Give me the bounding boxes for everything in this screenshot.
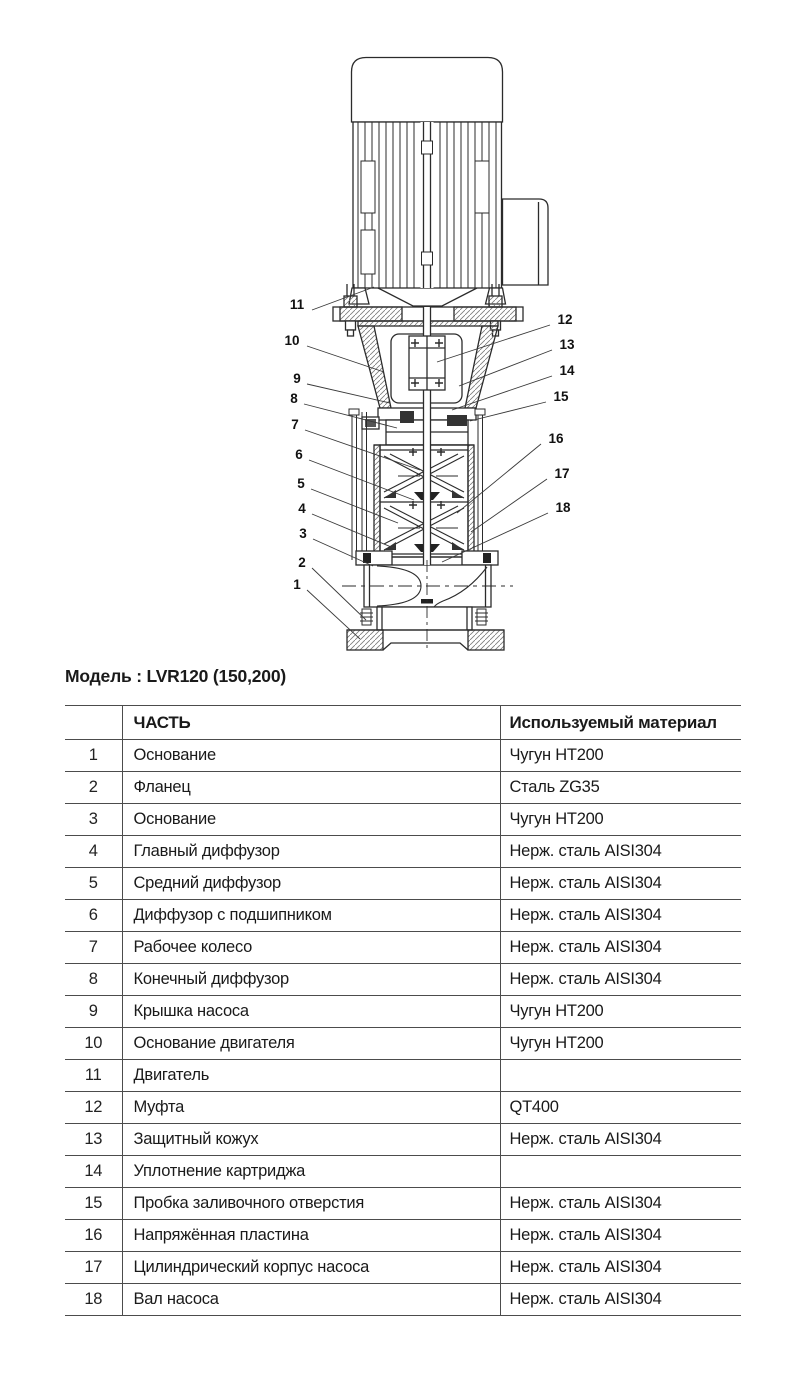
row-part: Цилиндрический корпус насоса <box>122 1252 500 1284</box>
row-part: Пробка заливочного отверстия <box>122 1188 500 1220</box>
base-foot-left <box>347 630 383 650</box>
callout-8: 8 <box>290 391 298 406</box>
row-num: 13 <box>65 1124 122 1156</box>
row-material: Чугун HT200 <box>500 996 741 1028</box>
table-header-row <box>65 706 741 740</box>
row-part: Конечный диффузор <box>122 964 500 996</box>
table-row <box>65 1188 741 1220</box>
table-row <box>65 1028 741 1060</box>
row-material: Нерж. сталь AISI304 <box>500 836 741 868</box>
row-material: Сталь ZG35 <box>500 772 741 804</box>
row-part: Основание <box>122 804 500 836</box>
callout-1: 1 <box>293 577 301 592</box>
pump-head <box>362 408 476 445</box>
base-bolt-left <box>360 609 373 625</box>
row-num: 9 <box>65 996 122 1028</box>
row-num: 12 <box>65 1092 122 1124</box>
row-part: Диффузор с подшипником <box>122 900 500 932</box>
row-num: 18 <box>65 1284 122 1316</box>
table-row <box>65 1060 741 1092</box>
table-row <box>65 964 741 996</box>
table-row <box>65 1124 741 1156</box>
row-material: Нерж. сталь AISI304 <box>500 1124 741 1156</box>
parts-table-body <box>65 740 741 1316</box>
row-material: Нерж. сталь AISI304 <box>500 900 741 932</box>
row-num: 3 <box>65 804 122 836</box>
row-material <box>500 1060 741 1092</box>
row-material: Нерж. сталь AISI304 <box>500 1188 741 1220</box>
callout-10: 10 <box>284 333 300 348</box>
callout-5: 5 <box>297 476 305 491</box>
row-material: Нерж. сталь AISI304 <box>500 964 741 996</box>
table-row <box>65 1092 741 1124</box>
row-material: Нерж. сталь AISI304 <box>500 1252 741 1284</box>
row-num: 2 <box>65 772 122 804</box>
row-num: 6 <box>65 900 122 932</box>
table-row <box>65 900 741 932</box>
callout-12: 12 <box>557 312 573 327</box>
row-material: Чугун HT200 <box>500 740 741 772</box>
col-material-header: Используемый материал <box>500 706 741 740</box>
model-title: Модель : LVR120 (150,200) <box>65 666 286 686</box>
row-num: 4 <box>65 836 122 868</box>
callout-18: 18 <box>555 500 571 515</box>
row-part: Средний диффузор <box>122 868 500 900</box>
table-row <box>65 1252 741 1284</box>
row-material: QT400 <box>500 1092 741 1124</box>
callout-11: 11 <box>289 297 305 312</box>
callout-2: 2 <box>298 555 306 570</box>
callout-4: 4 <box>298 501 306 516</box>
callout-9: 9 <box>293 371 301 386</box>
pump-cross-section-diagram <box>0 0 798 662</box>
col-part-header: ЧАСТЬ <box>122 706 500 740</box>
callout-17: 17 <box>554 466 570 481</box>
table-row <box>65 996 741 1028</box>
row-part: Двигатель <box>122 1060 500 1092</box>
row-part: Крышка насоса <box>122 996 500 1028</box>
seal-gland <box>400 411 414 423</box>
row-num: 14 <box>65 1156 122 1188</box>
row-part: Муфта <box>122 1092 500 1124</box>
leader-line-14 <box>452 376 552 410</box>
pump-diagram-svg <box>0 0 798 662</box>
row-material: Чугун HT200 <box>500 804 741 836</box>
table-row <box>65 804 741 836</box>
row-material: Нерж. сталь AISI304 <box>500 868 741 900</box>
callout-16: 16 <box>548 431 564 446</box>
row-material <box>500 1156 741 1188</box>
leader-line-1 <box>307 590 360 639</box>
table-row <box>65 740 741 772</box>
parts-table <box>65 705 741 1316</box>
callout-13: 13 <box>559 337 575 352</box>
row-part: Основание <box>122 740 500 772</box>
table-row <box>65 1220 741 1252</box>
callout-3: 3 <box>299 526 307 541</box>
base-bolt-right <box>475 609 488 625</box>
row-material: Нерж. сталь AISI304 <box>500 1284 741 1316</box>
motor <box>352 58 549 289</box>
row-num: 17 <box>65 1252 122 1284</box>
callout-6: 6 <box>295 447 303 462</box>
motor-cap <box>352 58 503 123</box>
row-part: Напряжённая пластина <box>122 1220 500 1252</box>
table-row <box>65 772 741 804</box>
table-row <box>65 868 741 900</box>
pump-base <box>347 607 504 650</box>
row-part: Рабочее колесо <box>122 932 500 964</box>
row-part: Основание двигателя <box>122 1028 500 1060</box>
fill-plug <box>447 415 467 426</box>
base-foot-right <box>468 630 504 650</box>
row-num: 15 <box>65 1188 122 1220</box>
row-material: Нерж. сталь AISI304 <box>500 932 741 964</box>
row-part: Защитный кожух <box>122 1124 500 1156</box>
row-part: Главный диффузор <box>122 836 500 868</box>
row-num: 11 <box>65 1060 122 1092</box>
row-material: Чугун HT200 <box>500 1028 741 1060</box>
row-num: 16 <box>65 1220 122 1252</box>
row-num: 7 <box>65 932 122 964</box>
row-part: Фланец <box>122 772 500 804</box>
callout-7: 7 <box>291 417 299 432</box>
row-num: 10 <box>65 1028 122 1060</box>
row-part: Уплотнение картриджа <box>122 1156 500 1188</box>
row-num: 8 <box>65 964 122 996</box>
junction-box <box>503 199 549 285</box>
row-part: Вал насоса <box>122 1284 500 1316</box>
table-row <box>65 836 741 868</box>
row-num: 5 <box>65 868 122 900</box>
motor-end-bell <box>349 288 506 306</box>
leader-line-2 <box>312 568 366 620</box>
row-material: Нерж. сталь AISI304 <box>500 1220 741 1252</box>
coupling <box>409 336 445 390</box>
table-row <box>65 1284 741 1316</box>
col-num-header <box>65 706 122 740</box>
table-row <box>65 932 741 964</box>
callout-15: 15 <box>553 389 569 404</box>
callout-14: 14 <box>559 363 575 378</box>
table-row <box>65 1156 741 1188</box>
row-num: 1 <box>65 740 122 772</box>
